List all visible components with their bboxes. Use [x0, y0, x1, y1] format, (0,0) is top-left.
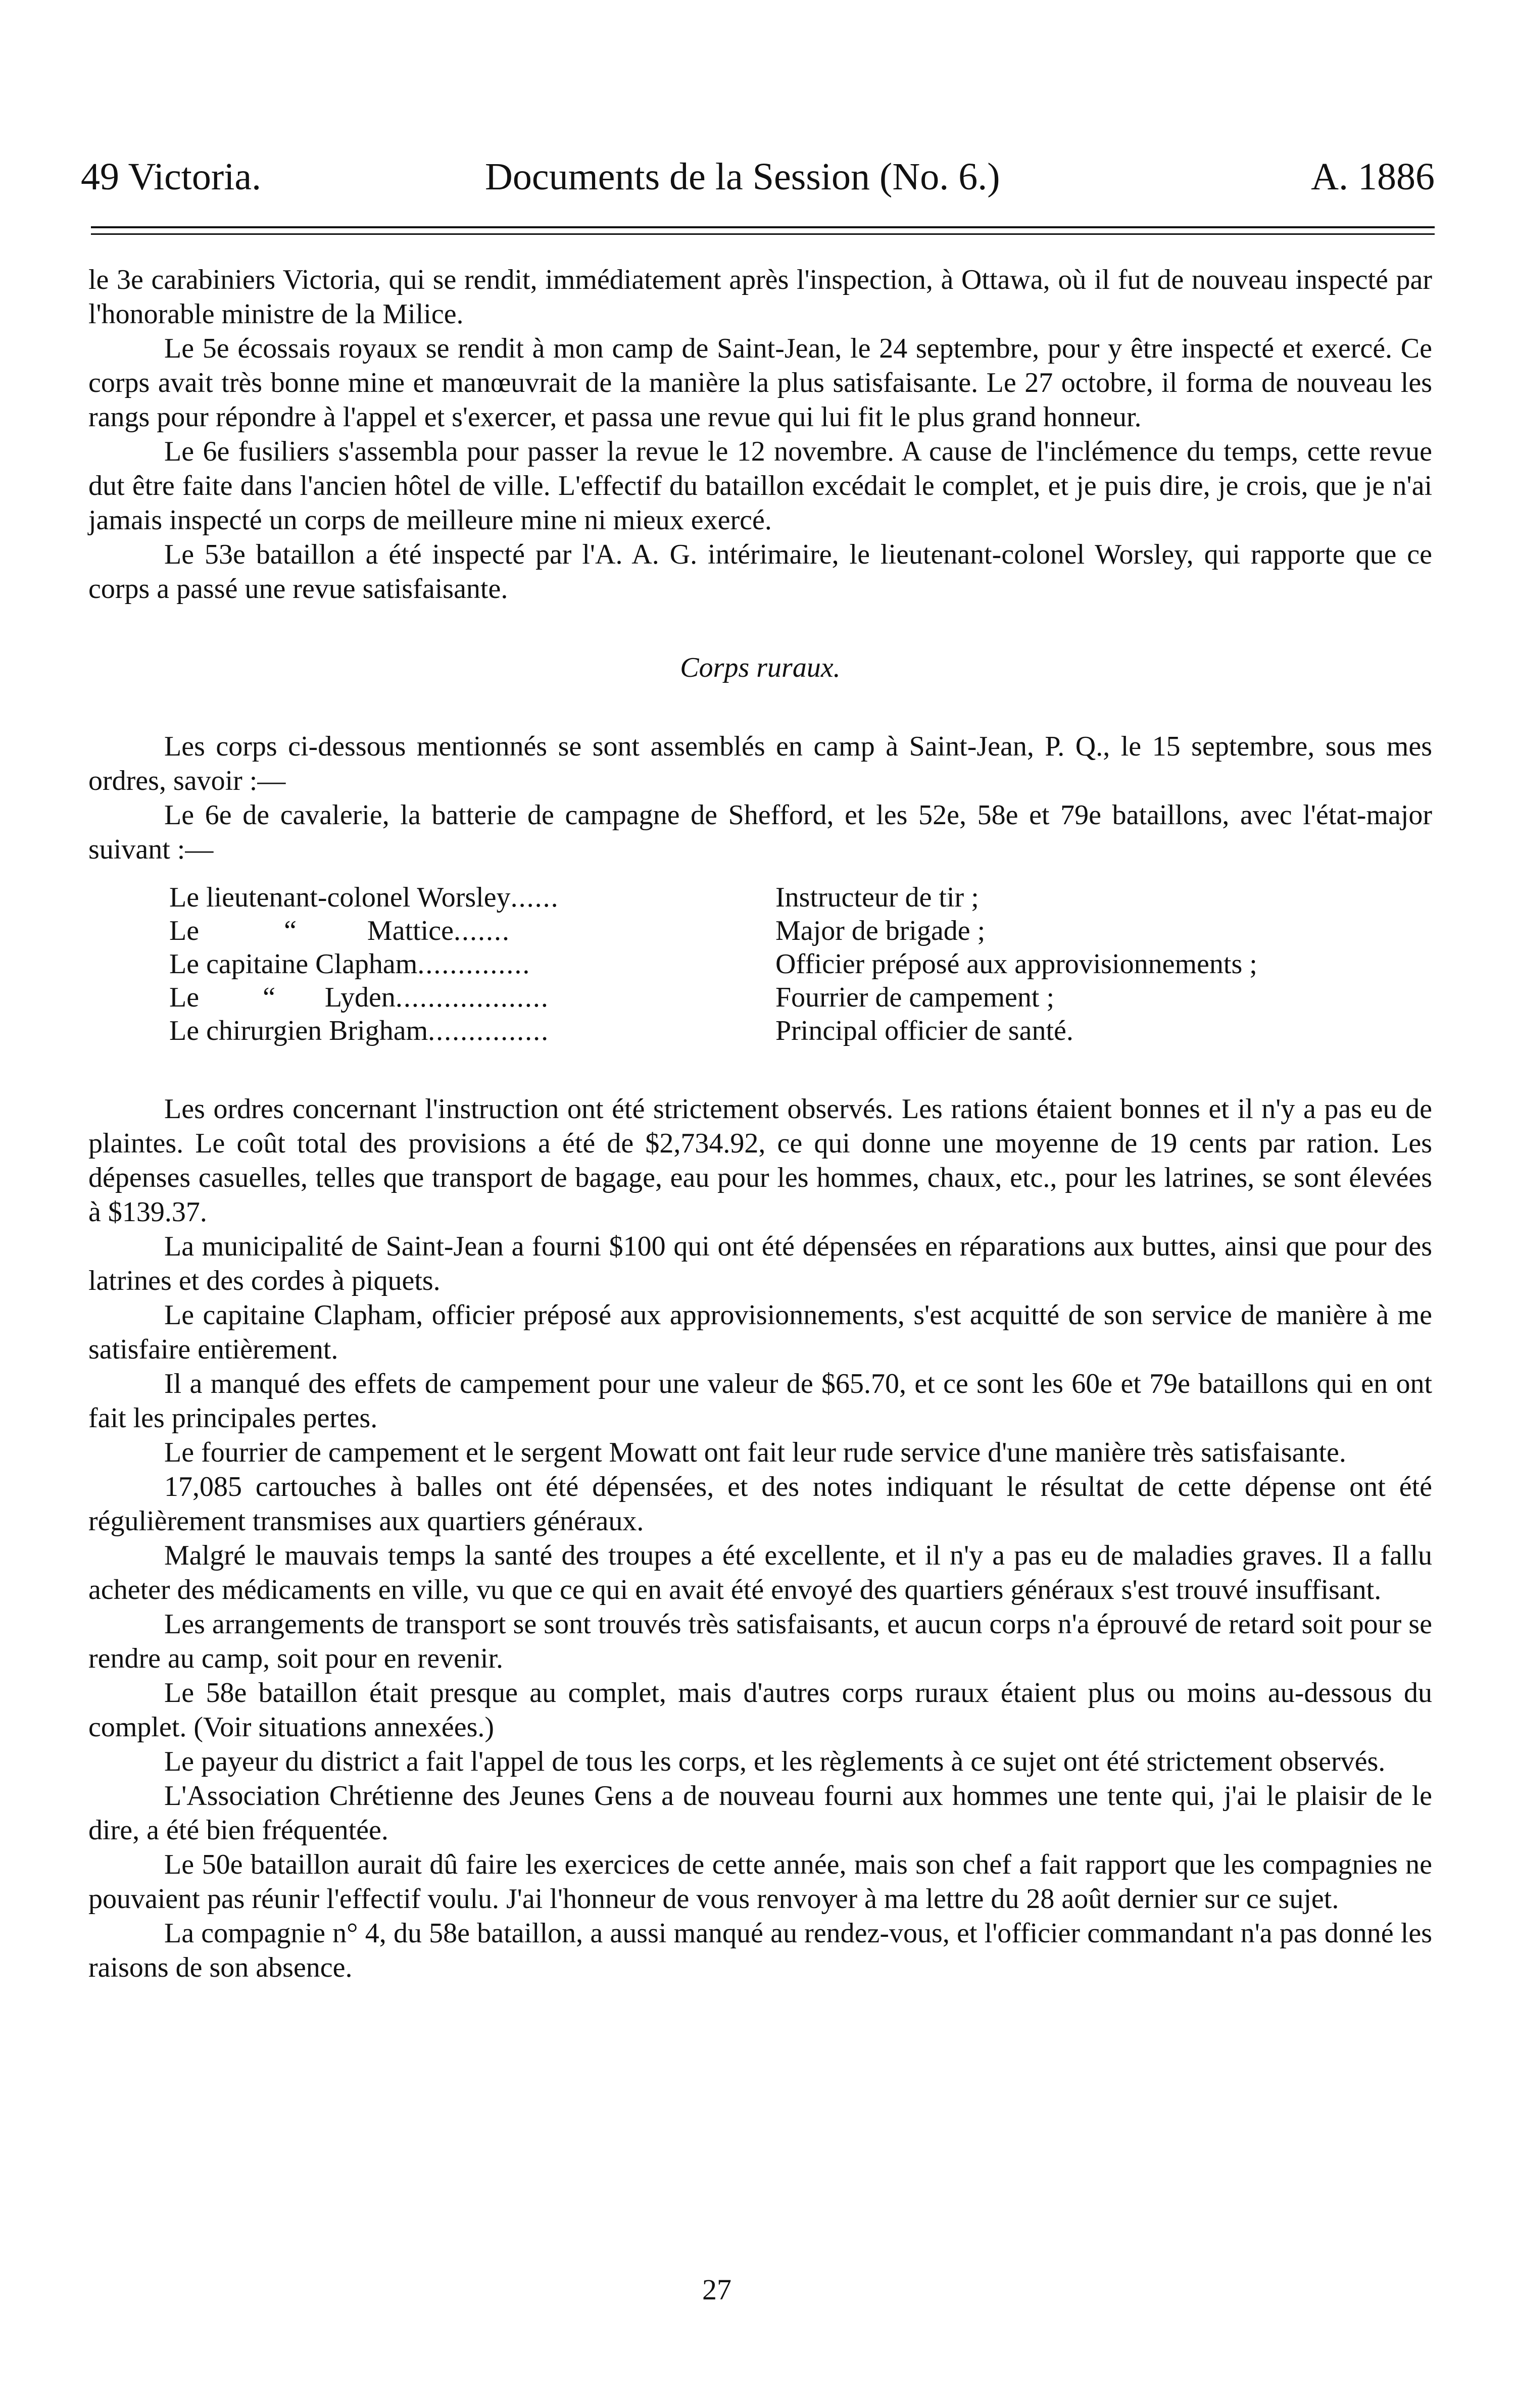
header-title: Documents de la Session (No. 6.) — [485, 156, 1000, 198]
leader-dots: ....... — [453, 915, 510, 946]
staff-name: Le lieutenant-colonel Worsley — [169, 882, 511, 913]
paragraph: Il a manqué des effets de campement pour une valeur de $65.70, et ce sont les 60e et 79e bataillons qui en ont fait les principales pertes. — [88, 1368, 1432, 1434]
paragraph: Le payeur du district a fait l'appel de tous les corps, et les règlements à ce sujet ont été strictement observés. — [164, 1746, 1386, 1777]
staff-row — [169, 947, 1432, 981]
staff-name: Le “ Mattice — [169, 915, 454, 946]
paragraph: La municipalité de Saint-Jean a fourni $100 qui ont été dépensées en réparations aux buttes, ainsi que pour des latrines et des cordes à piquets. — [88, 1231, 1432, 1296]
staff-row — [169, 981, 1432, 1014]
staff-row — [169, 914, 1432, 947]
staff-list — [88, 881, 1432, 1047]
paragraph: L'Association Chrétienne des Jeunes Gens a de nouveau fourni aux hommes une tente qui, j'ai le plaisir de le dire, a été bien fréquentée. — [88, 1780, 1432, 1846]
leader-dots: ...... — [510, 882, 559, 913]
paragraph: Le capitaine Clapham, officier préposé aux approvisionnements, s'est acquitté de son service de manière à me satisfaire entièrement. — [88, 1299, 1432, 1365]
header-rule-thin — [91, 233, 1435, 235]
paragraph: Le 58e bataillon était presque au complet, mais d'autres corps ruraux étaient plus ou moins au-dessous du complet. (Voir situations annexées.) — [88, 1677, 1432, 1743]
paragraph: La compagnie n° 4, du 58e bataillon, a aussi manqué au rendez-vous, et l'officier commandant n'a pas donné les raisons de son absence. — [88, 1918, 1432, 1983]
paragraph: Les ordres concernant l'instruction ont été strictement observés. Les rations étaient bonnes et il n'y a pas eu de plaintes. Le coût total des provisions a été de $2,734.92, ce qui donne une moyenne de 19 cents par ration. Les dépenses casuelles, telles que transport de bagage, eau pour les hommes, chaux, etc., pour les latrines, se sont élevées à $139.37. — [88, 1093, 1432, 1228]
staff-row — [169, 1014, 1432, 1047]
staff-role: Major de brigade ; — [775, 915, 986, 946]
staff-role: Principal officier de santé. — [775, 1015, 1073, 1046]
staff-name: Le capitaine Clapham — [169, 948, 418, 980]
staff-row — [169, 881, 1432, 914]
paragraph: Le 6e de cavalerie, la batterie de campagne de Shefford, et les 52e, 58e et 79e bataillons, avec l'état-major suivant :— — [88, 799, 1432, 865]
paragraph: Le fourrier de campement et le sergent Mowatt ont fait leur rude service d'une manière très satisfaisante. — [164, 1437, 1346, 1468]
section-title: Corps ruraux. — [680, 652, 841, 683]
header-year: A. 1886 — [1311, 156, 1435, 198]
paragraph: Malgré le mauvais temps la santé des troupes a été excellente, et il n'y a pas eu de maladies graves. Il a fallu acheter des médicaments en ville, vu que ce qui en avait été envoyé des quartiers généraux s'est trouvé insuffisant. — [88, 1540, 1432, 1606]
paragraph: Le 53e bataillon a été inspecté par l'A. A. G. intérimaire, le lieutenant-colonel Worsley, qui rapporte que ce corps a passé une revue satisfaisante. — [88, 539, 1432, 605]
paragraph: 17,085 cartouches à balles ont été dépensées, et des notes indiquant le résultat de cette dépense ont été régulièrement transmises aux quartiers généraux. — [88, 1471, 1432, 1537]
paragraph: le 3e carabiniers Victoria, qui se rendit, immédiatement après l'inspection, à Ottawa, où il fut de nouveau inspecté par l'honorable ministre de la Milice. — [88, 264, 1432, 330]
paragraph: Le 5e écossais royaux se rendit à mon camp de Saint-Jean, le 24 septembre, pour y être inspecté et exercé. Ce corps avait très bonne mine et manœuvrait de la manière la plus satisfaisante. Le 27 octobre, il forma de nouveau les rangs pour répondre à l'appel et s'exercer, et passa une revue qui lui fit le plus grand honneur. — [88, 333, 1432, 433]
page-number: 27 — [702, 2273, 731, 2306]
leader-dots: ................... — [395, 982, 549, 1013]
staff-role: Officier préposé aux approvisionnements ; — [775, 948, 1257, 980]
paragraph: Les corps ci-dessous mentionnés se sont assemblés en camp à Saint-Jean, P. Q., le 15 septembre, sous mes ordres, savoir :— — [88, 731, 1432, 796]
paragraph: Les arrangements de transport se sont trouvés très satisfaisants, et aucun corps n'a éprouvé de retard soit pour se rendre au camp, soit pour en revenir. — [88, 1609, 1432, 1674]
document-body — [88, 263, 1432, 1985]
leader-dots: .............. — [417, 948, 531, 980]
paragraph: Le 6e fusiliers s'assembla pour passer la revue le 12 novembre. A cause de l'inclémence du temps, cette revue dut être faite dans l'ancien hôtel de ville. L'effectif du bataillon excédait le complet, et je puis dire, je crois, que je n'ai jamais inspecté un corps de meilleure mine ni mieux exercé. — [88, 436, 1432, 536]
staff-name: Le chirurgien Brigham — [169, 1015, 428, 1046]
paragraph: Le 50e bataillon aurait dû faire les exercices de cette année, mais son chef a fait rapport que les compagnies ne pouvaient pas réunir l'effectif voulu. J'ai l'honneur de vous renvoyer à ma lettre du 28 août dernier sur ce sujet. — [88, 1849, 1432, 1915]
header-rule-thick — [91, 226, 1435, 228]
staff-name: Le “ Lyden — [169, 982, 396, 1013]
header-volume: 49 Victoria. — [81, 156, 262, 198]
leader-dots: ............... — [428, 1015, 550, 1046]
page-header — [81, 152, 1435, 202]
staff-role: Instructeur de tir ; — [775, 882, 979, 913]
staff-role: Fourrier de campement ; — [775, 982, 1055, 1013]
